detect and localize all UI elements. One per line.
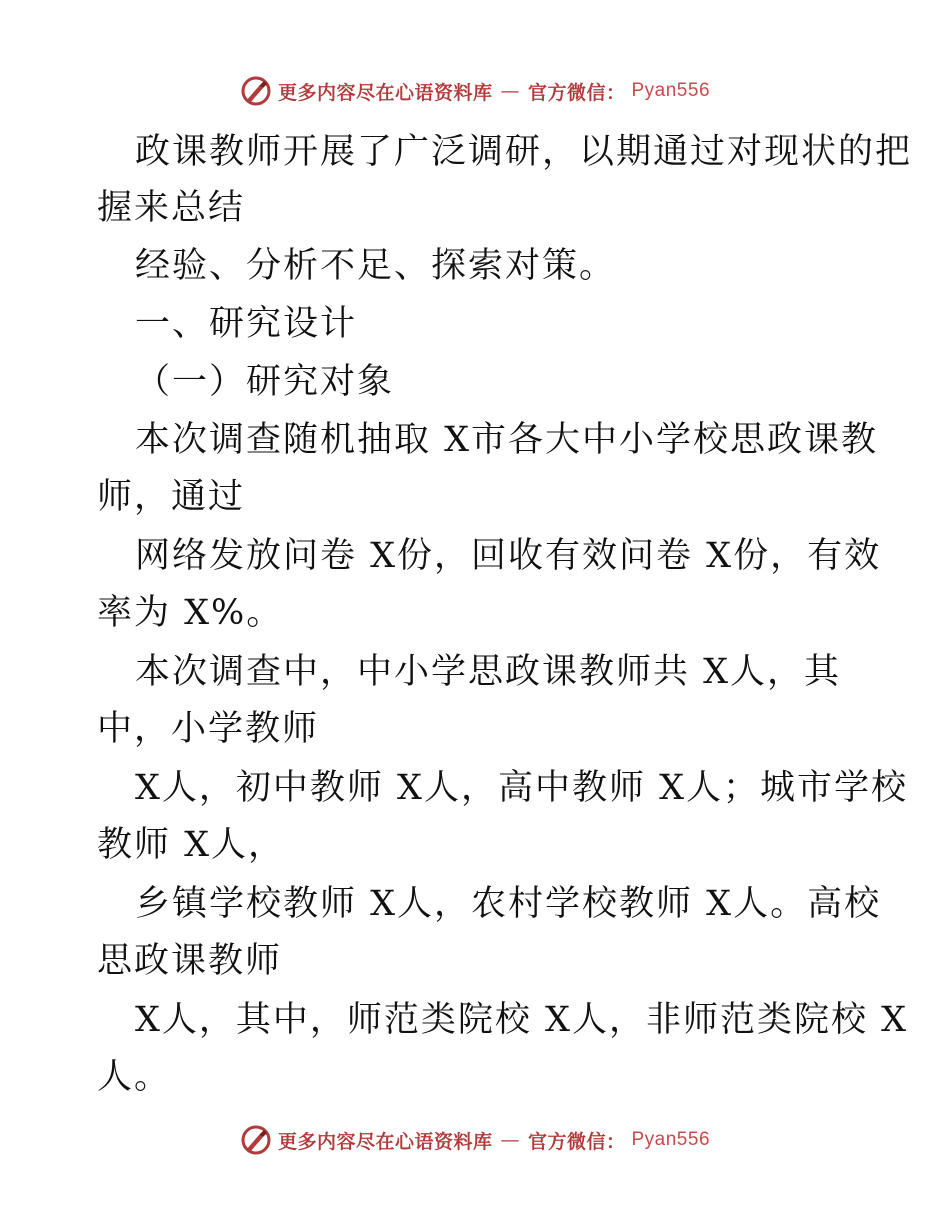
pen-logo-icon: [240, 1124, 272, 1156]
body-line-2: 握来总结: [97, 188, 246, 228]
subsection-heading: （一）研究对象: [135, 362, 395, 402]
watermark-separator: —: [500, 80, 520, 102]
body-line-3: 经验、分析不足、探索对策。: [135, 246, 617, 286]
body-line-15: 思政课教师: [97, 941, 283, 981]
watermark-brand-text: 更多内容尽在心语资料库: [277, 81, 493, 104]
watermark-account-label: 官方微信：: [527, 1130, 626, 1153]
body-line-10: 本次调查中，中小学思政课教师共 X人，其: [135, 652, 842, 692]
header-watermark: [0, 71, 950, 111]
watermark-account-id: Pyan556: [631, 1129, 711, 1150]
watermark-brand-text: 更多内容尽在心语资料库: [277, 1130, 493, 1153]
body-line-14: 乡镇学校教师 X人，农村学校教师 X人。高校: [135, 884, 882, 924]
watermark-separator: —: [500, 1129, 520, 1151]
body-line-9: 率为 X%。: [97, 593, 284, 633]
body-line-17: 人。: [97, 1057, 172, 1097]
body-line-7: 师，通过: [97, 477, 246, 517]
watermark-account-id: Pyan556: [631, 80, 711, 101]
body-line-12: X人，初中教师 X人，高中教师 X人；城市学校: [135, 768, 909, 808]
body-line-1: 政课教师开展了广泛调研，以期通过对现状的把: [135, 132, 913, 172]
pen-logo-icon: [240, 75, 272, 107]
body-line-8: 网络发放问卷 X份，回收有效问卷 X份，有效: [135, 536, 882, 576]
body-line-11: 中，小学教师: [97, 709, 320, 749]
body-line-6: 本次调查随机抽取 X市各大中小学校思政课教: [135, 420, 879, 460]
footer-watermark: [0, 1120, 950, 1160]
section-heading: 一、研究设计: [135, 304, 358, 344]
body-line-16: X人，其中，师范类院校 X人，非师范类院校 X: [135, 1000, 909, 1040]
body-line-13: 教师 X人，: [97, 825, 286, 865]
watermark-account-label: 官方微信：: [527, 81, 626, 104]
